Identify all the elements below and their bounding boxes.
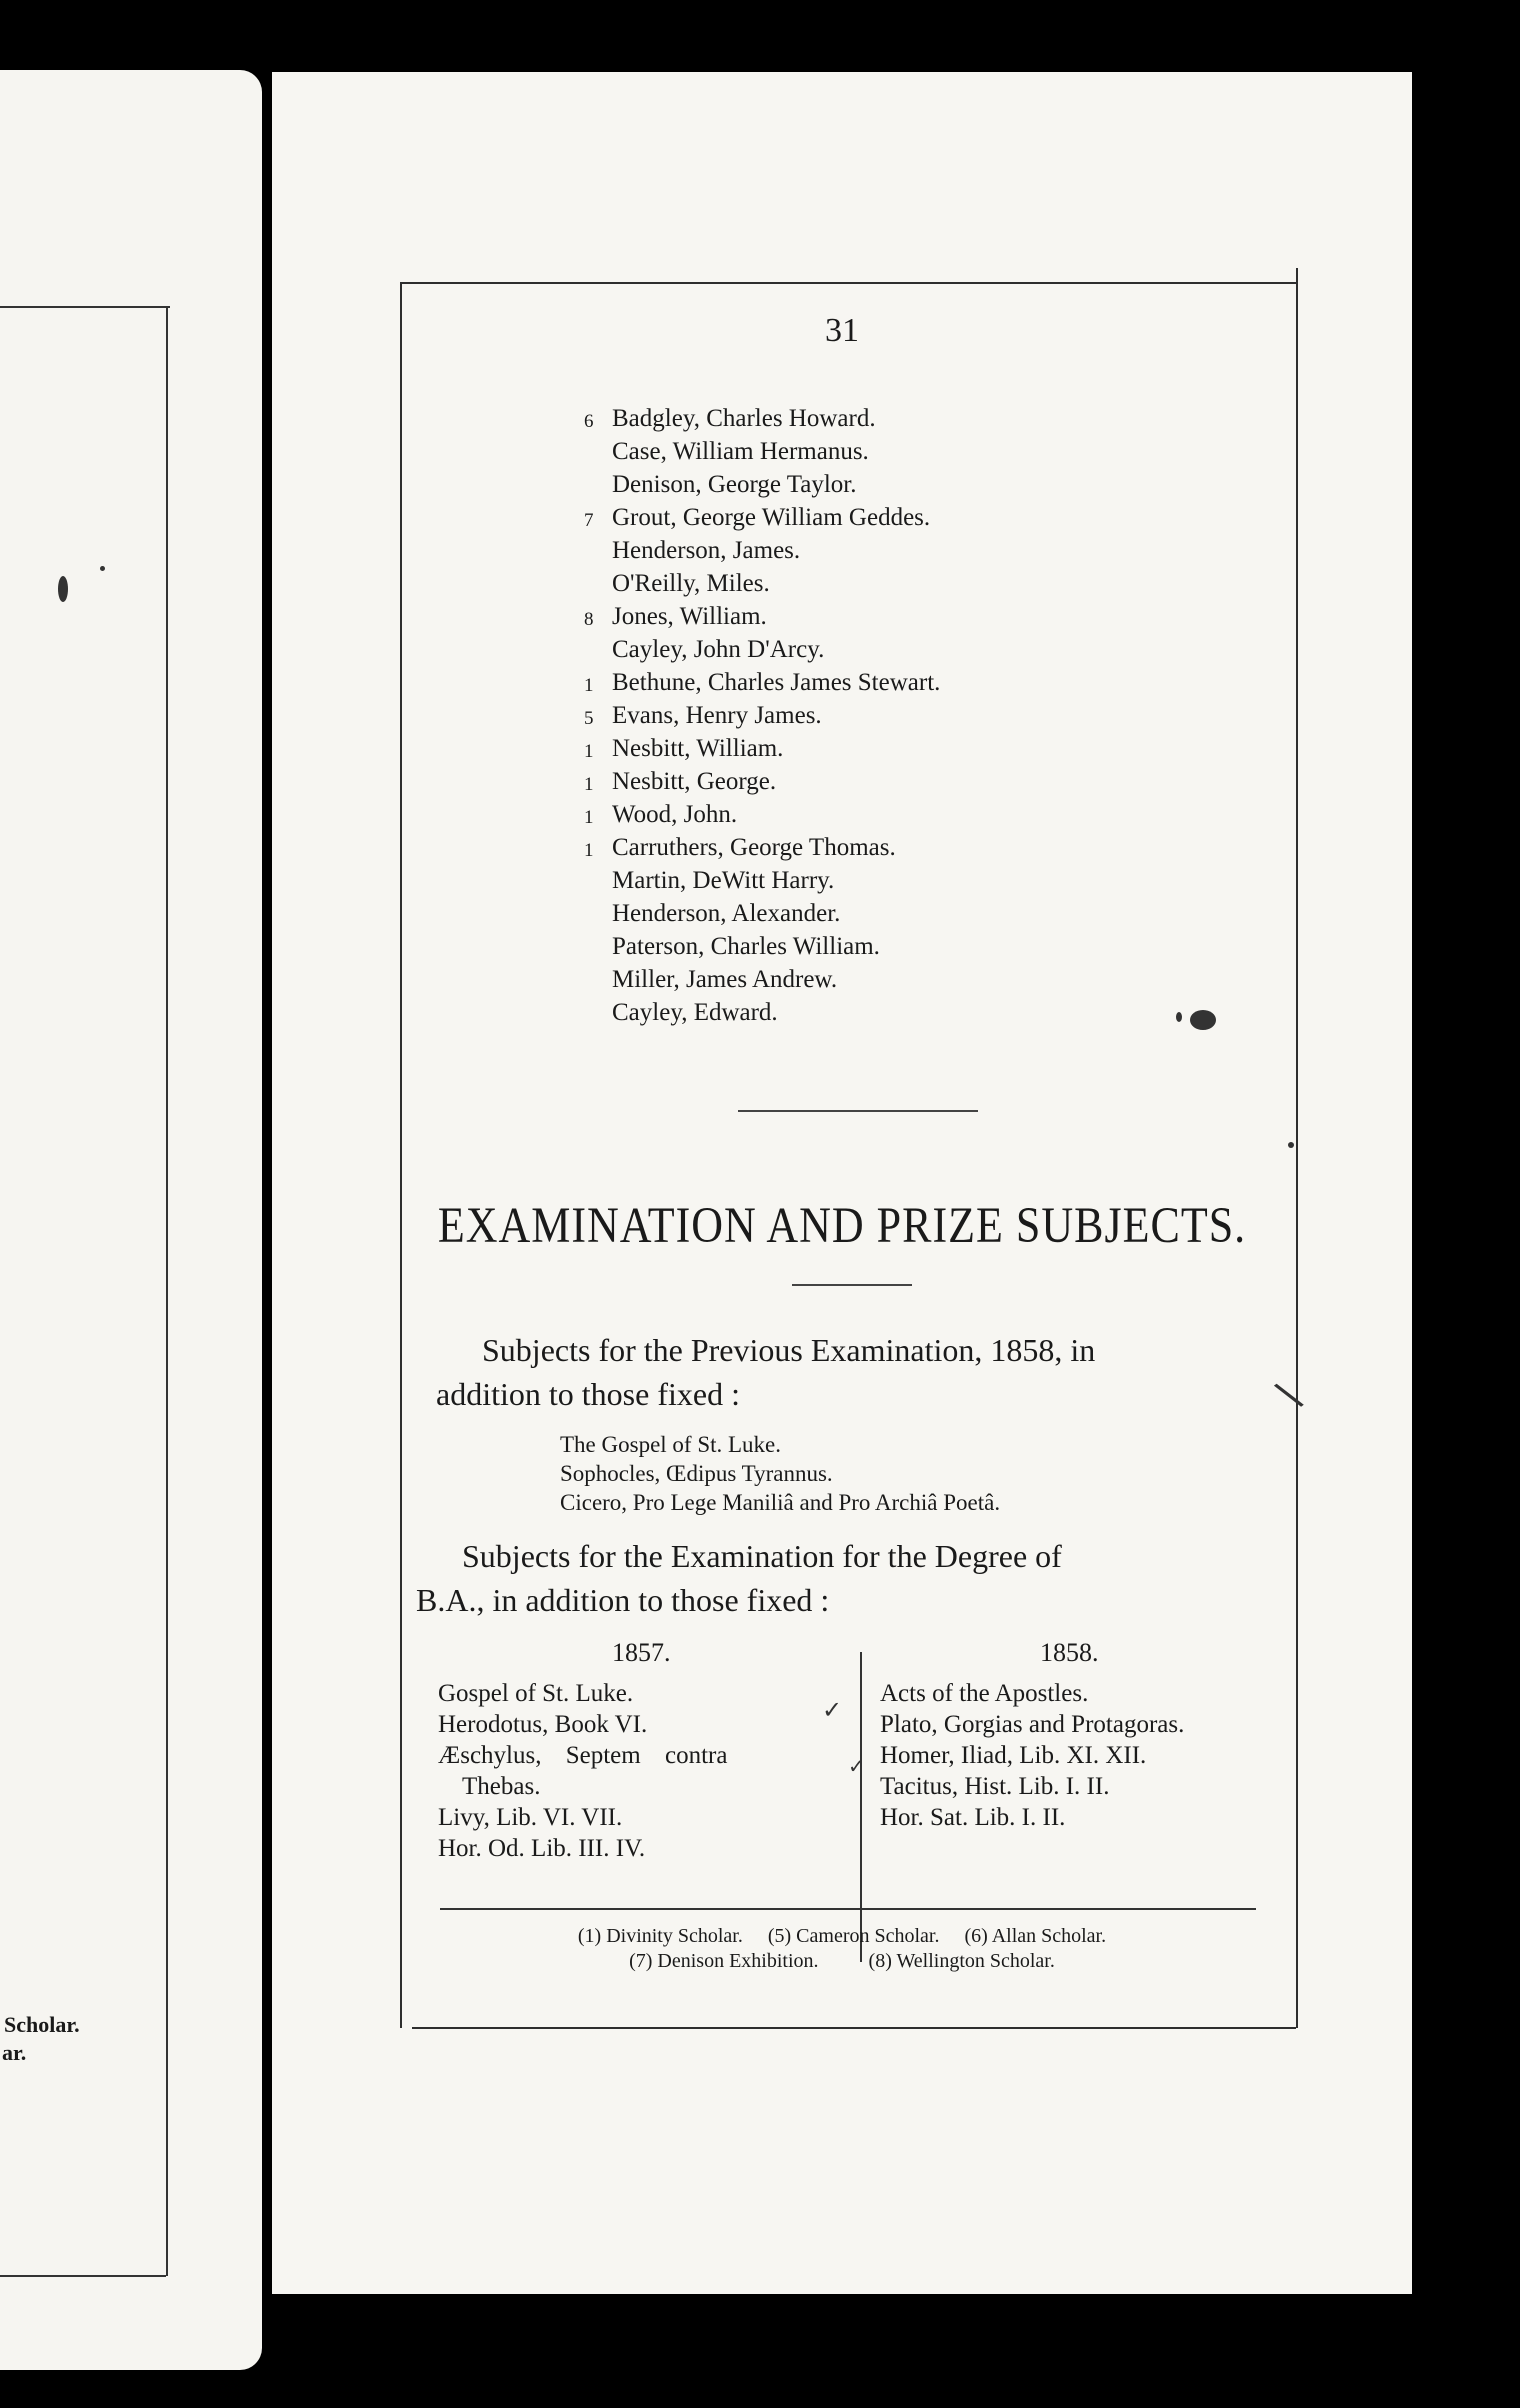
list-item	[584, 831, 1104, 864]
list-item	[584, 600, 1104, 633]
intro-line: Subjects for the Previous Examination, 1858, in	[482, 1332, 1096, 1368]
footnote-marker: 1	[584, 675, 594, 696]
left-page-frame-line	[166, 306, 168, 2276]
subjects-1857	[438, 1678, 838, 1864]
student-name: Nesbitt, William.	[612, 735, 784, 762]
frame-left	[400, 282, 402, 2028]
footnote-line: (7) Denison Exhibition. (8) Wellington Scholar.	[629, 1950, 1055, 1972]
subject-item: Plato, Gorgias and Protagoras.	[880, 1711, 1185, 1738]
subject-item: Hor. Od. Lib. III. IV.	[438, 1835, 646, 1862]
student-name: Grout, George William Geddes.	[612, 504, 931, 531]
footnotes	[272, 1924, 1412, 1974]
footnote-marker	[584, 468, 612, 501]
list-item	[584, 930, 1104, 963]
column-year-1858: 1858.	[1040, 1638, 1099, 1667]
student-name: Miller, James Andrew.	[612, 966, 838, 993]
subject-item: Tacitus, Hist. Lib. I. II.	[880, 1773, 1110, 1800]
student-name: Henderson, James.	[612, 537, 801, 564]
subjects-1858	[880, 1678, 1184, 1833]
student-name: Evans, Henry James.	[612, 702, 822, 729]
left-page-fragment: Scholar.	[4, 2012, 80, 2037]
list-item	[584, 567, 1104, 600]
section-divider	[738, 1110, 978, 1112]
student-name: Wood, John.	[612, 801, 738, 828]
previous-exam-intro	[436, 1328, 1316, 1416]
footnote-marker: 5	[584, 708, 594, 729]
student-name: Carruthers, George Thomas.	[612, 834, 896, 861]
footnote-marker	[584, 930, 612, 963]
list-item	[584, 798, 1104, 831]
student-name: Cayley, Edward.	[612, 999, 778, 1026]
list-item	[584, 732, 1104, 765]
ink-speck	[100, 566, 105, 571]
student-name: O'Reilly, Miles.	[612, 570, 770, 597]
footnote-marker	[584, 534, 612, 567]
previous-exam-subjects	[560, 1430, 1000, 1517]
footnote-marker: 8	[584, 609, 594, 630]
subject-item: Herodotus, Book VI.	[438, 1711, 648, 1738]
student-name: Denison, George Taylor.	[612, 471, 857, 498]
margin-check-mark: ✓	[822, 1696, 843, 1724]
footnote-marker: 1	[584, 807, 594, 828]
footnote-marker	[584, 633, 612, 666]
student-name: Case, William Hermanus.	[612, 438, 869, 465]
subject-item: Gospel of St. Luke.	[438, 1680, 634, 1707]
footnote-marker	[584, 435, 612, 468]
frame-top	[400, 282, 1298, 284]
ba-exam-intro	[416, 1534, 1296, 1622]
student-name: Badgley, Charles Howard.	[612, 405, 876, 432]
subject-item: Æschylus, Septem contra	[438, 1742, 728, 1769]
intro-line: Subjects for the Examination for the Degree of	[462, 1538, 1062, 1574]
subject-item: Cicero, Pro Lege Maniliâ and Pro Archiâ Poetâ.	[560, 1490, 1001, 1515]
subject-item: Thebas.	[462, 1773, 541, 1800]
name-list	[584, 402, 1104, 1029]
student-name: Bethune, Charles James Stewart.	[612, 669, 941, 696]
list-item	[584, 534, 1104, 567]
footnote-marker: 1	[584, 840, 594, 861]
frame-right	[1296, 268, 1298, 2028]
margin-check-mark: ✓	[848, 1754, 865, 1778]
footnote-marker	[584, 567, 612, 600]
footnote-marker	[584, 996, 612, 1029]
column-divider	[860, 1652, 862, 1962]
ink-blot	[1190, 1010, 1216, 1030]
ink-speck	[58, 576, 68, 602]
student-name: Martin, DeWitt Harry.	[612, 867, 835, 894]
list-item	[584, 699, 1104, 732]
footnote-rule	[440, 1908, 1256, 1910]
list-item	[584, 897, 1104, 930]
subject-item: Livy, Lib. VI. VII.	[438, 1804, 623, 1831]
subject-item: Sophocles, Œdipus Tyrannus.	[560, 1461, 833, 1486]
right-page	[272, 72, 1412, 2294]
footnote-line: (1) Divinity Scholar. (5) Cameron Scholar. (6) Allan Scholar.	[577, 1925, 1107, 1947]
heading-divider	[792, 1284, 912, 1286]
page-number: 31	[825, 312, 859, 349]
left-page-fragment: ar.	[2, 2040, 27, 2065]
subject-item: Homer, Iliad, Lib. XI. XII.	[880, 1742, 1147, 1769]
student-name: Jones, William.	[612, 603, 767, 630]
footnote-marker	[584, 864, 612, 897]
footnote-marker: 1	[584, 741, 594, 762]
list-item	[584, 765, 1104, 798]
student-name: Henderson, Alexander.	[612, 900, 841, 927]
left-page-bottom-rule	[0, 2275, 166, 2277]
section-heading: EXAMINATION AND PRIZE SUBJECTS.	[437, 1197, 1247, 1254]
list-item	[584, 864, 1104, 897]
frame-bottom	[412, 2027, 1296, 2029]
list-item	[584, 963, 1104, 996]
subject-item: The Gospel of St. Luke.	[560, 1432, 782, 1457]
footnote-marker: 7	[584, 510, 594, 531]
list-item	[584, 666, 1104, 699]
list-item	[584, 435, 1104, 468]
left-page-rule	[0, 306, 170, 308]
ink-speck	[1288, 1142, 1294, 1148]
list-item	[584, 633, 1104, 666]
left-facing-page	[0, 70, 262, 2370]
subject-item: Acts of the Apostles.	[880, 1680, 1089, 1707]
list-item	[584, 501, 1104, 534]
margin-check-mark: \	[1270, 1372, 1308, 1418]
student-name: Paterson, Charles William.	[612, 933, 880, 960]
student-name: Cayley, John D'Arcy.	[612, 636, 825, 663]
footnote-marker: 1	[584, 774, 594, 795]
intro-line: addition to those fixed :	[436, 1376, 740, 1412]
student-name: Nesbitt, George.	[612, 768, 777, 795]
intro-line: B.A., in addition to those fixed :	[416, 1582, 830, 1618]
footnote-marker	[584, 897, 612, 930]
footnote-marker	[584, 963, 612, 996]
list-item	[584, 402, 1104, 435]
list-item	[584, 468, 1104, 501]
list-item	[584, 996, 1104, 1029]
footnote-marker: 6	[584, 411, 594, 432]
column-year-1857: 1857.	[612, 1638, 671, 1667]
subject-item: Hor. Sat. Lib. I. II.	[880, 1804, 1066, 1831]
ink-speck	[1176, 1012, 1182, 1022]
